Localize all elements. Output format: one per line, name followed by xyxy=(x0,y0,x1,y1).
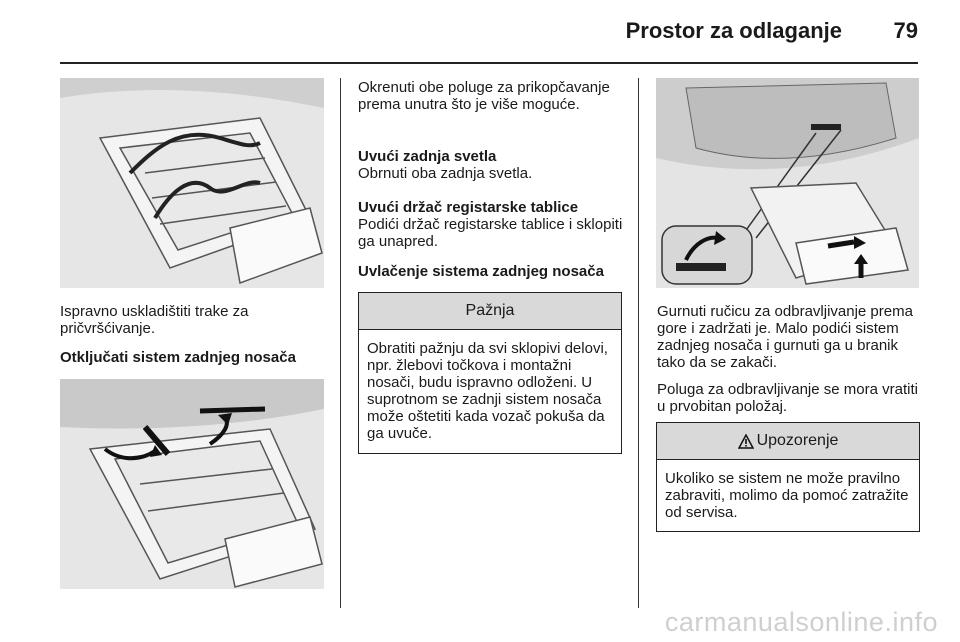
page-number: 79 xyxy=(893,18,918,43)
warning-box xyxy=(656,422,920,532)
page-title: Prostor za odlaganje xyxy=(625,18,842,43)
notice-title: Pažnja xyxy=(359,293,621,330)
figure-unlock-levers xyxy=(60,379,324,589)
header-rule xyxy=(60,62,918,64)
para-plate: Podići držač registarske tablice i sklopiti ga unapred. xyxy=(358,216,623,250)
warning-body: Ukoliko se sistem ne može pravilno zabraviti, molimo da pomoć zatražite od servisa. xyxy=(665,470,909,521)
heading-unlock: Otključati sistem zadnjeg nosača xyxy=(60,349,296,366)
heading-plate: Uvući držač registarske tablice xyxy=(358,199,579,216)
heading-retract: Uvlačenje sistema zadnjeg nosača xyxy=(358,263,604,280)
warning-header xyxy=(657,423,919,460)
warning-triangle-icon xyxy=(738,434,754,449)
notice-box xyxy=(358,292,622,454)
watermark: carmanualsonline.info xyxy=(664,607,938,637)
notice-body: Obratiti pažnju da svi sklopivi delovi, npr. žlebovi točkova i montažni nosači, budu ispravno odloženi. U suprotnom se zadnji sistem nosača može oštetiti kada vozač pokuša da ga uvuče. xyxy=(367,340,608,442)
para-turn-levers: Okrenuti obe poluge za prikopčavanje prema unutra što je više moguće. xyxy=(358,79,610,113)
para-lever-return: Poluga za odbravljivanje se mora vratiti u prvobitan položaj. xyxy=(657,381,918,415)
figure-carrier-straps xyxy=(60,78,324,288)
column-divider-2 xyxy=(638,78,639,608)
warning-title: Upozorenje xyxy=(756,432,839,449)
caption-straps: Ispravno uskladištiti trake za pričvršćivanje. xyxy=(60,303,249,337)
para-lights: Obrnuti oba zadnja svetla. xyxy=(358,165,533,182)
heading-lights: Uvući zadnja svetla xyxy=(358,148,497,165)
para-push-release: Gurnuti ručicu za odbravljivanje prema gore i zadržati je. Malo podići sistem zadnjeg nosača i gurnuti ga u branik tako da se zakači. xyxy=(657,303,913,371)
column-divider-1 xyxy=(340,78,341,608)
figure-retract-carrier xyxy=(656,78,919,288)
